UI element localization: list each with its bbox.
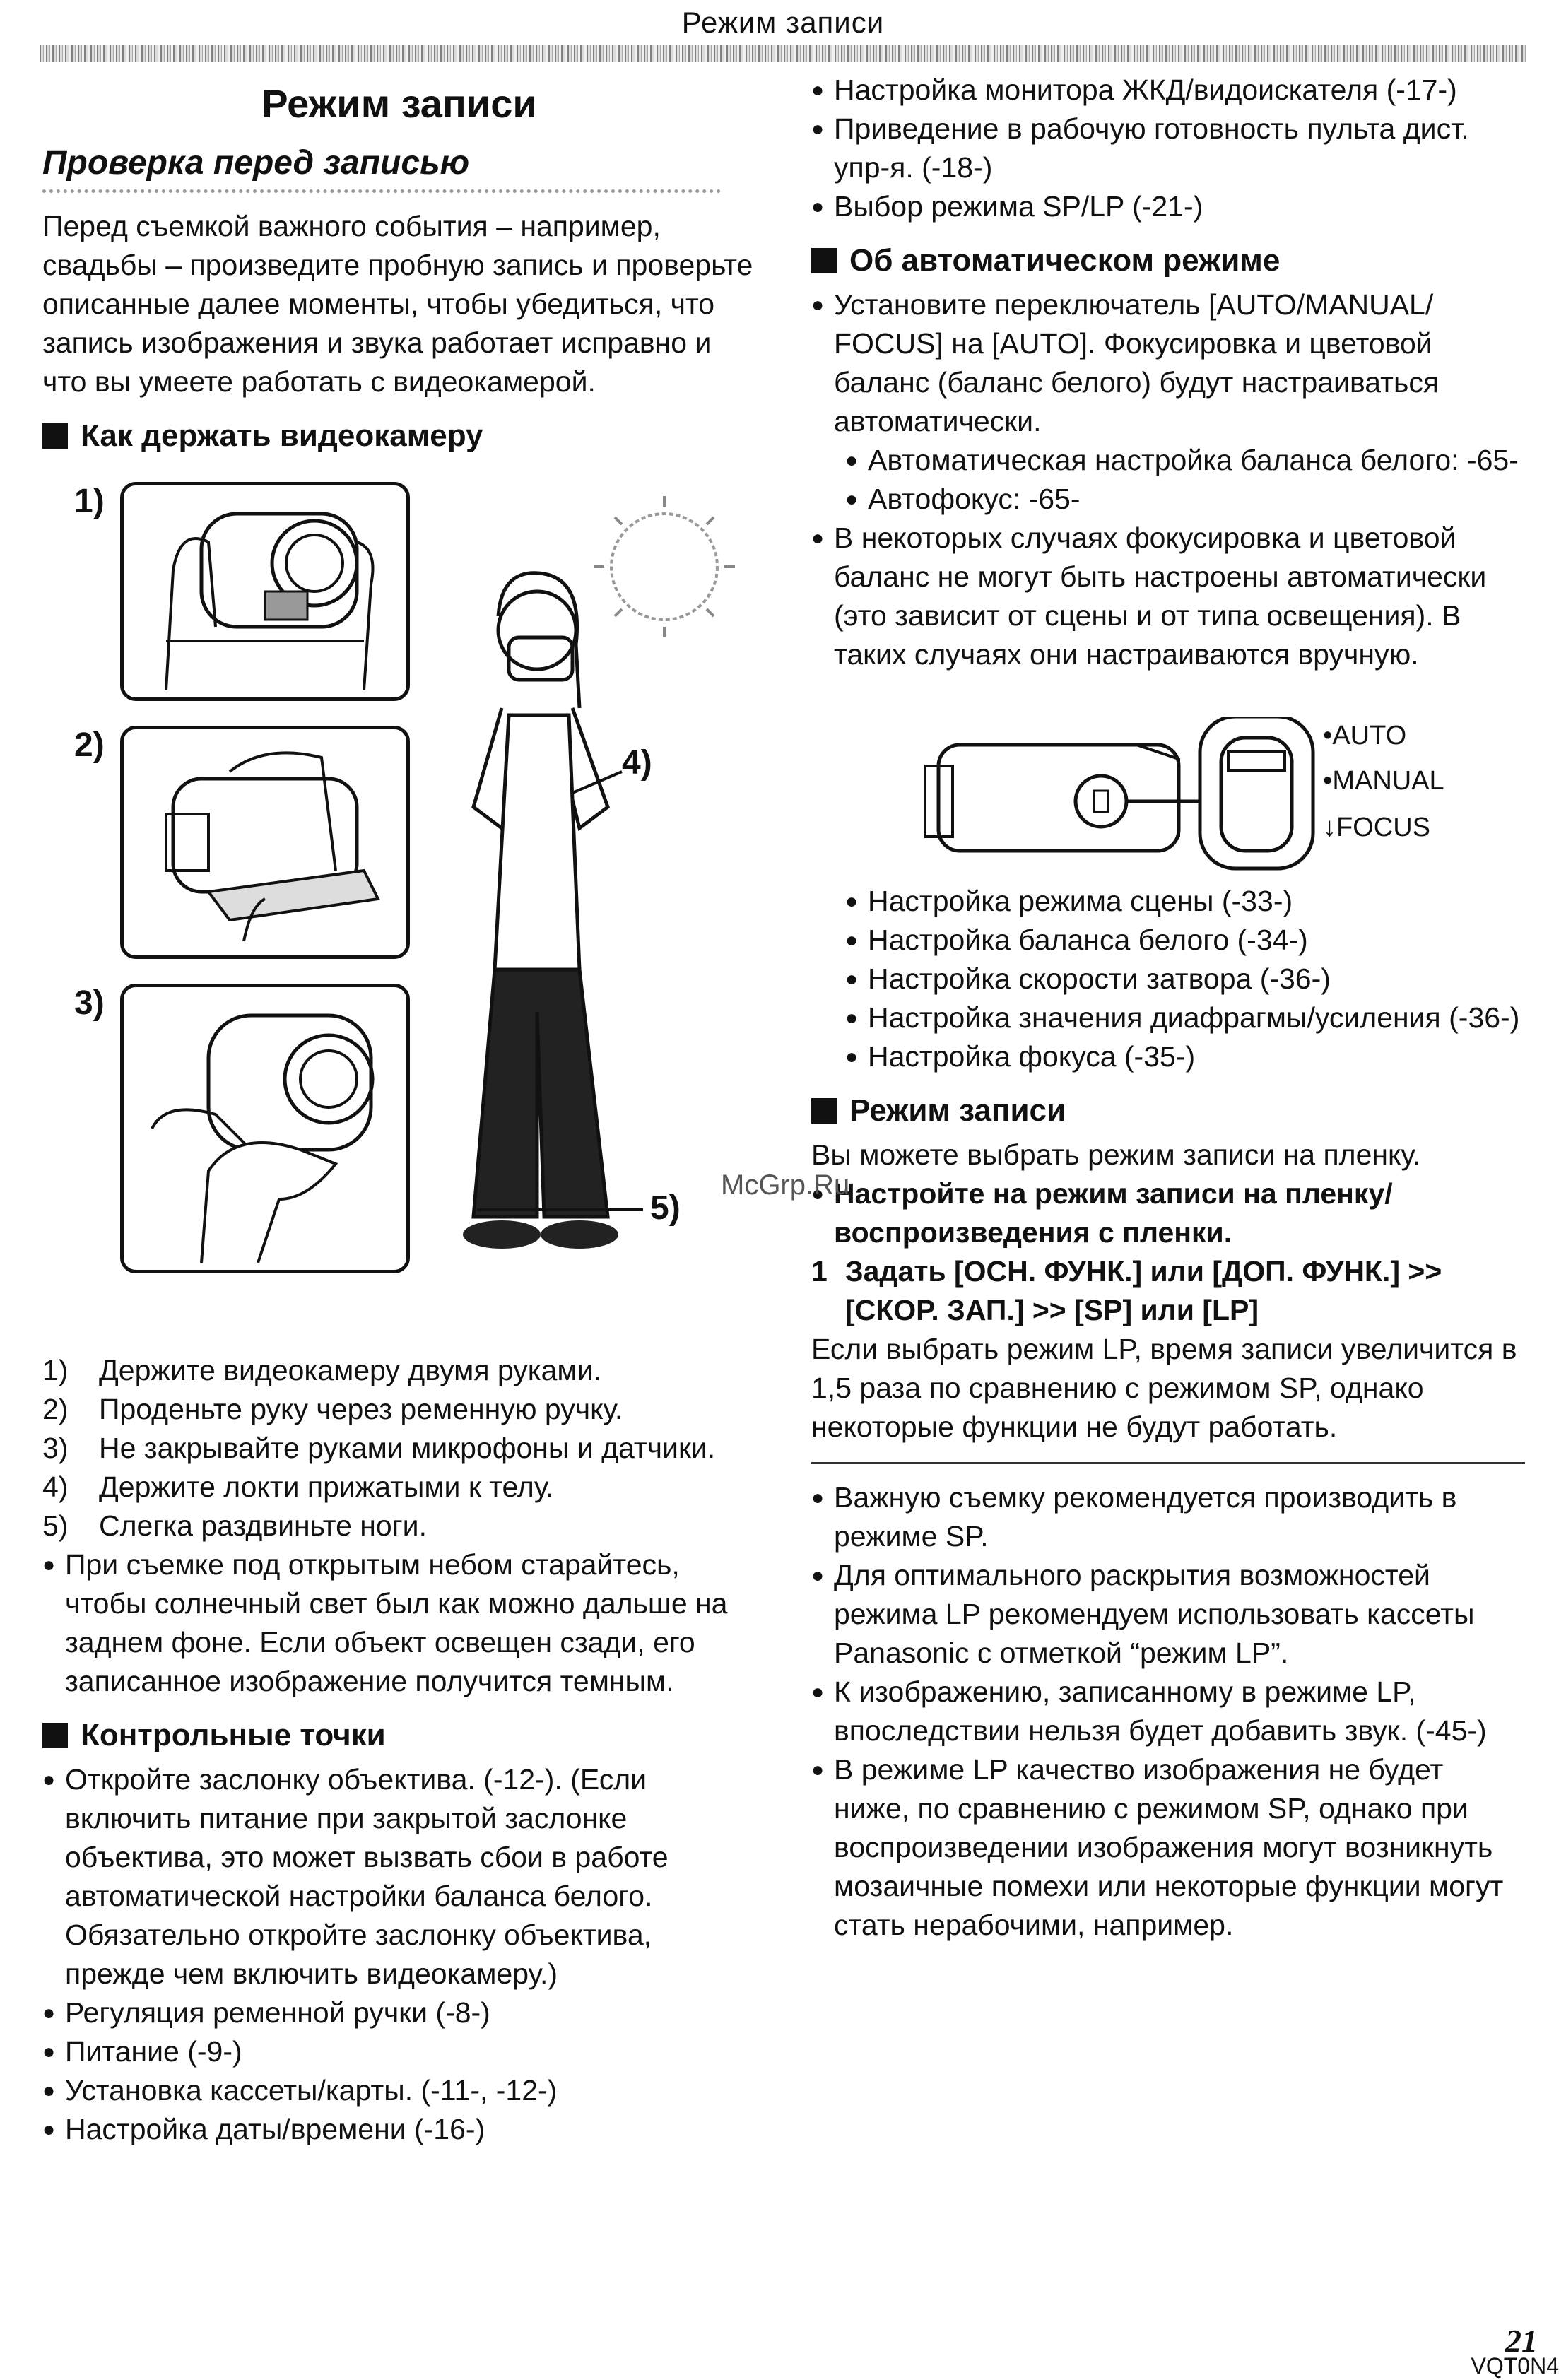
auto-heading-text: Об автоматическом режиме xyxy=(849,243,1281,278)
list-item: ● Приведение в рабочую готовность пульта дист. упр-я. (-18-) xyxy=(811,110,1526,187)
manual-list xyxy=(811,882,1526,1076)
auto-main-list xyxy=(811,285,1526,441)
check-list xyxy=(42,1760,756,2149)
list-item: ● Питание (-9-) xyxy=(42,2032,756,2071)
rec-paragraph: Если выбрать режим LP, время записи увеличится в 1,5 раза по сравнению с режимом SP, однако некоторые функции не будут работать. xyxy=(811,1333,1517,1443)
figure-label-1: 1) xyxy=(74,483,105,520)
square-bullet-icon xyxy=(42,423,68,449)
notes-list xyxy=(811,1478,1526,1945)
list-item: ● Настройка монитора ЖКД/видоискателя (-17-) xyxy=(811,71,1526,110)
rec-intro: Вы можете выбрать режим записи на пленку. xyxy=(811,1138,1421,1171)
rec-heading-text: Режим записи xyxy=(849,1093,1066,1128)
auto-note: ● В некоторых случаях фокусировка и цветовой баланс не могут быть настроены автоматически (это зависит от сцены и от типа освещения). В таких случаях они настраиваются вручную. xyxy=(811,519,1526,674)
auto-note-list xyxy=(811,519,1526,674)
list-item: ● Настройка значения диафрагмы/усиления (-36-) xyxy=(845,998,1526,1037)
switch-illustration xyxy=(811,709,1526,872)
document-code: VQT0N4 xyxy=(1471,2353,1559,2379)
panel-no-cover xyxy=(120,984,410,1273)
divider xyxy=(811,1462,1525,1464)
figure-label-4: 4) xyxy=(622,744,652,782)
square-bullet-icon xyxy=(42,1723,68,1748)
hold-step: 3) Не закрывайте руками микрофоны и датчики. xyxy=(42,1432,716,1464)
header-band xyxy=(40,45,1526,62)
hold-step: 4) Держите локти прижатыми к телу. xyxy=(42,1471,554,1503)
list-item: ● Установка кассеты/карты. (-11-, -12-) xyxy=(42,2071,756,2110)
rec-step-text: Задать [ОСН. ФУНК.] или [ДОП. ФУНК.] >> [СКОР. ЗАП.] >> [SP] или [LP] xyxy=(845,1255,1442,1326)
check-list-continued xyxy=(811,71,1526,226)
figure-label-3: 3) xyxy=(74,984,105,1022)
camera-two-hands-drawing xyxy=(124,485,406,697)
left-column xyxy=(42,71,756,2149)
intro-paragraph: Перед съемкой важного события – например, свадьбы – произведите пробную запись и проверьте описанные далее моменты, чтобы убедиться, что запись изображения и звука работает исправно и что вы умеете работать с видеокамерой. xyxy=(42,210,753,398)
list-item: ● Важную съемку рекомендуется производить в режиме SP. xyxy=(811,1478,1526,1556)
list-item: ● Автоматическая настройка баланса белого: -65- xyxy=(845,441,1526,480)
hold-heading-text: Как держать видеокамеру xyxy=(81,418,483,453)
list-item: ● Настройка режима сцены (-33-) xyxy=(845,882,1526,921)
watermark: McGrp.Ru xyxy=(721,1170,850,1201)
running-header: Режим записи xyxy=(681,6,885,39)
hold-step: 1) Держите видеокамеру двумя руками. xyxy=(42,1354,601,1386)
right-column xyxy=(811,71,1526,1945)
hold-step: 2) Проденьте руку через ременную ручку. xyxy=(42,1393,623,1425)
square-bullet-icon xyxy=(811,248,837,273)
list-item: ● Автофокус: -65- xyxy=(845,480,1526,519)
auto-main: ● Установите переключатель [AUTO/MANUAL/ FOCUS] на [AUTO]. Фокусировка и цветовой баланс (баланс белого) будут настраиваться автоматически. xyxy=(811,285,1526,441)
camera-grip-belt-drawing xyxy=(124,729,406,955)
page-title: Режим записи xyxy=(261,81,537,126)
list-item: ● Выбор режима SP/LP (-21-) xyxy=(811,187,1526,226)
sun-note-list xyxy=(42,1545,756,1701)
hold-step: 5) Слегка раздвиньте ноги. xyxy=(42,1509,427,1542)
panel-grip-belt xyxy=(120,726,410,959)
switch-label-auto: •AUTO xyxy=(1323,721,1407,750)
figure-label-2: 2) xyxy=(74,726,105,764)
rec-step-number: 1 xyxy=(811,1255,828,1288)
person-with-sun-drawing xyxy=(431,475,756,1323)
figure-label-5: 5) xyxy=(650,1189,681,1227)
camera-no-cover-drawing xyxy=(124,987,406,1270)
rec-heading xyxy=(811,1093,1526,1129)
list-item: ● К изображению, записанному в режиме LP, впоследствии нельзя будет добавить звук. (-45-) xyxy=(811,1673,1526,1750)
list-item: ● Настройка фокуса (-35-) xyxy=(845,1037,1526,1076)
page-number: 21 xyxy=(1505,2323,1538,2359)
section-subtitle: Проверка перед записью xyxy=(42,143,721,193)
sun-note: ● При съемке под открытым небом старайтесь, чтобы солнечный свет был как можно дальше на заднем фоне. Если объект освещен сзади, его записанное изображение получится темным. xyxy=(42,1545,756,1701)
list-item: ● В режиме LP качество изображения не будет ниже, по сравнению с режимом SP, однако при воспроизведении изображения могут возникнуть мозаичные помехи или некоторые функции могут стать нерабочими, например. xyxy=(811,1750,1526,1945)
auto-sub-list xyxy=(811,441,1526,519)
list-item: ● Регуляция ременной ручки (-8-) xyxy=(42,1993,756,2032)
holding-illustration xyxy=(42,475,756,1337)
square-bullet-icon xyxy=(811,1098,837,1124)
auto-heading xyxy=(811,243,1526,278)
sun-icon xyxy=(611,514,717,620)
check-heading xyxy=(42,1718,756,1753)
list-item: ● Откройте заслонку объектива. (-12-). (Если включить питание при закрытой заслонке объектива, это может вызвать сбои в работе автоматической настройки баланса белого. Обязательно откройте заслонку объектива, прежде чем включить видеокамеру.) xyxy=(42,1760,756,1993)
list-item: ● Настройка баланса белого (-34-) xyxy=(845,921,1526,960)
list-item: ● Настройка скорости затвора (-36-) xyxy=(845,960,1526,998)
hold-heading xyxy=(42,418,756,454)
switch-highlight-icon xyxy=(1076,776,1126,827)
switch-label-manual: •MANUAL xyxy=(1323,766,1444,796)
switch-label-focus: ↓FOCUS xyxy=(1323,813,1430,842)
panel-two-hands xyxy=(120,482,410,701)
rec-step xyxy=(811,1252,1526,1330)
rec-bold-bullet: ● Настройте на режим записи на пленку/ воспроизведения с пленки. xyxy=(811,1174,1526,1252)
list-item: ● Для оптимального раскрытия возможностей режима LP рекомендуем использовать кассеты Panasonic с отметкой “режим LP”. xyxy=(811,1556,1526,1673)
hold-steps-list xyxy=(42,1351,756,1545)
camera-side-drawing xyxy=(924,717,1320,872)
check-heading-text: Контрольные точки xyxy=(81,1718,386,1752)
list-item: ● Настройка даты/времени (-16-) xyxy=(42,2110,756,2149)
rec-bold-list xyxy=(811,1174,1526,1252)
